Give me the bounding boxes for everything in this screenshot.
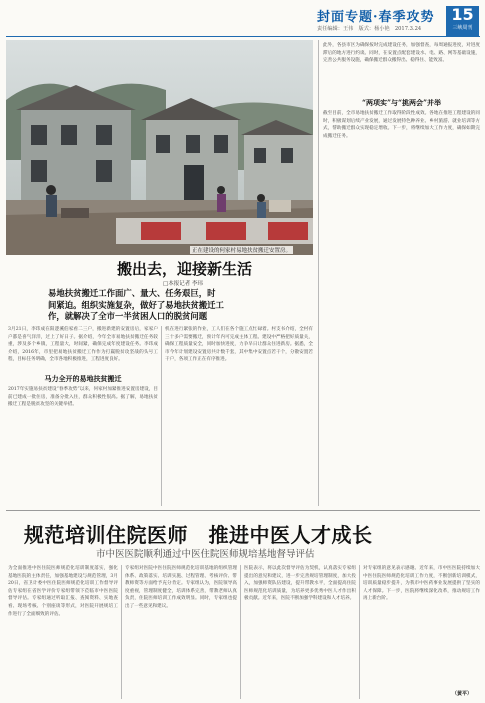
story-column-3: 此外，各县市区为确保按时完成建设任务，加强督查，每周通报进度，对进度滞后的地方进行约谈。同时，在安置点配套建设水、电、路、网等基础设施，完善公共服务设施，确保搬迁群众搬得出、稳得住、能致富。 [323, 43, 480, 64]
column-divider [318, 40, 319, 506]
section-title: 封面专题·春季攻势 [317, 10, 435, 25]
story-column-3b: 截至目前，全市易地扶贫搬迁工作取得阶段性成效。各地在推进工程建设的同时，积极谋划后续产业发展，通过发展特色种养业、乡村旅游、就业培训等方式，帮助搬迁群众实现稳定增收。下一步，将继续加大工作力度，确保如期完成搬迁任务。 [323, 111, 480, 139]
feature-subheadline: 市中医医院顺利通过中医住院医师规培基地督导评估 [96, 549, 315, 560]
feature-column-2: 专家组对医院中医住院医师规范化培训基地的组织管理体系、政策落实、培训实施、过程管理、考核评价、带教师资等方面给予充分肯定。专家组认为，医院领导高度重视，管理制度健全，培训体系完善，带教老师认真负责，住院医师培训工作成效明显。同时，专家组也提出了一些意见和建议。 [125, 566, 237, 609]
publication-label: 三峡周刊 [452, 25, 473, 31]
column-divider [161, 326, 162, 506]
column-divider [121, 565, 122, 699]
feature-headline: 规范培训住院医师 推进中医人才成长 [24, 523, 373, 547]
subdeck-line: 间紧迫。组织实施复杂，做好了易地扶贫搬迁工 [48, 299, 224, 310]
story-column-1: 3月21日，李玮成在阳逻溪伯家看二三户，搬进新建的安置房后，家家户户都是喜气洋洋，过上了好日子。据介绍，今年全市易地扶贫搬迁任务较重，涉及多个乡镇，工程量大，时间紧，确保完成年度建设任务。李玮成介绍，2016年，市里把易地扶贫搬迁工作作为打赢脱贫攻坚战的头号工程，目标任务明确，全市各地积极推进，工程进度良好。 [8, 327, 158, 363]
story-end-credit: （黄平） [452, 691, 473, 697]
subdeck-line: 易地扶贫搬迁工作面广、量大、任务艰巨，时 [48, 288, 216, 298]
page-number: 15 [451, 5, 474, 24]
story-byline: □本报记者 李玮 [163, 281, 203, 287]
editor-line: 责任编辑：王伟 版式：杨小艳 2017.3.24 [317, 26, 422, 32]
photo-caption: 正在建设的何家村易地扶贫搬迁安置房。 [192, 248, 292, 254]
subdeck-line: 作，就解决了全市一半贫困人口的脱贫问题 [48, 311, 208, 321]
feature-column-4: 对专家组的意见表示感谢。近年来，市中医医院持续加大中医住院医师规范化培训工作力度，不断创新培训模式，培训质量稳步提升，为我市中医药事业发展提供了坚实的人才保障。下一步，医院将继续深化改革，推动规培工作再上新台阶。 [363, 566, 480, 602]
header-rule [6, 36, 480, 37]
story-subdeck [48, 288, 303, 323]
story-headline: 搬出去，迎接新生活 [117, 260, 253, 278]
column-divider [240, 565, 241, 699]
construction-site-image [6, 40, 313, 255]
feature-column-3: 医院表示，将以此次督导评估为契机，认真落实专家组提出的意见和建议，进一步完善规培管理制度，加大投入，加强师资队伍建设，提升带教水平，全面提高住院医师规范化培训质量，为培养更多优秀中医人才作出积极贡献。近年来，医院不断加强学科建设和人才培养。 [244, 566, 356, 602]
column-divider [359, 565, 360, 699]
news-photo [6, 40, 313, 255]
column-subheading: 马力全开的易地扶贫搬迁 [44, 374, 122, 383]
story-column-2: 机在进行紧张的作业，工人们在各个施工点忙碌着。村支书介绍，全村有三十多户需要搬迁，预计年内可完成主体工程。建设中严格把好质量关，确保工程质量安全，同时加快进度，力争早日让群众住进新房。据悉，全市今年计划建设安置房共计数千套，其中集中安置点若干个，分散安置若干户，各项工作正在有序推进。 [165, 327, 313, 363]
page-number-box [446, 6, 479, 37]
story-separator [6, 510, 480, 511]
story-column-1b: 2017年实施易扶贫建设“春季攻势”以来，何家村加紧推进安置房建设，目前已建成一批住房，准备分批入住，群众积极性很高。据了解，易地扶贫搬迁工程是脱贫攻坚的关键举措。 [8, 387, 158, 408]
column-subheading: “两项实”与“挑两会”并举 [361, 98, 442, 107]
feature-column-1: 为全面推进中医住院医师规范化培训制度落实，强化基地医院的主体责任，加强基地建设与规范管理，3月20日，省卫计委中医住院医师规范化培训工作督导评估专家组在省医学评价专家组带领下莅临市中医医院督导评估。专家组通过听取汇报、查阅资料、实地查看、现场考核、个别座谈等形式，对医院开展规培工作进行了全面细致的评估。 [8, 566, 118, 617]
